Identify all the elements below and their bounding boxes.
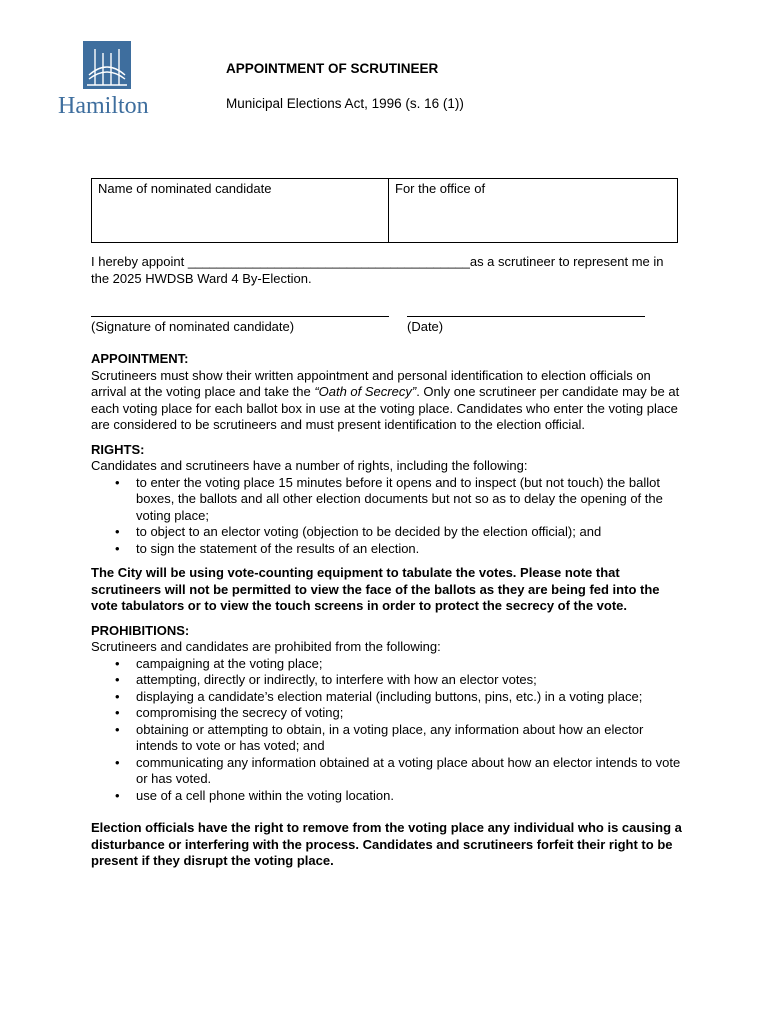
office-label: For the office of <box>395 181 486 196</box>
appointment-heading: APPOINTMENT: <box>91 351 189 366</box>
appointment-prefix: I hereby appoint <box>91 254 188 269</box>
list-item: • to enter the voting place 15 minutes before it opens and to inspect (but not touch) the ballot boxes, the ballots and all other election documents but not so as to delay the opening of the voting place; <box>91 475 683 525</box>
city-wordmark: Hamilton <box>58 93 149 119</box>
closing-notice: Election officials have the right to remove from the voting place any individual who is causing a disturbance or interfering with the process. Candidates and scrutineers forfeit their right to be present if they disrupt the voting place. <box>91 820 682 868</box>
date-line[interactable] <box>407 316 645 317</box>
prohibitions-list <box>91 656 683 805</box>
rights-list <box>91 475 683 558</box>
city-logo <box>58 38 162 124</box>
list-item: • to object to an elector voting (objection to be decided by the election official); and <box>91 524 683 541</box>
candidate-name-field[interactable] <box>92 179 389 242</box>
list-item: • obtaining or attempting to obtain, in a voting place, any information about how an elector intends to vote or has voted; and <box>91 722 683 755</box>
rights-heading: RIGHTS: <box>91 441 145 457</box>
form-body <box>91 351 683 883</box>
signature-row <box>91 303 681 337</box>
candidate-table <box>91 178 678 243</box>
oath-of-secrecy-text: “Oath of Secrecy” <box>314 384 417 399</box>
list-item: • use of a cell phone within the voting location. <box>91 788 683 805</box>
scrutineer-name-blank[interactable]: _______________________________________ <box>187 254 470 269</box>
rights-section <box>91 442 683 558</box>
prohibitions-section <box>91 623 683 805</box>
appointment-text-part: Scrutineers must show their written appointment and personal identification to election officials on arrival at the voting place and take the <box>91 367 651 399</box>
candidate-signature-caption: (Signature of nominated candidate) <box>91 319 295 334</box>
list-item: • attempting, directly or indirectly, to interfere with how an elector votes; <box>91 672 683 689</box>
list-item: • campaigning at the voting place; <box>91 656 683 673</box>
date-caption: (Date) <box>407 319 444 334</box>
form-title: APPOINTMENT OF SCRUTINEER <box>226 61 439 76</box>
candidate-name-label: Name of nominated candidate <box>98 181 272 196</box>
vote-counting-notice: The City will be using vote-counting equipment to tabulate the votes. Please note that scrutineers will not be permitted to view the face of the ballots as they are being fed into the vote tabulators or to view the touch screens in order to protect the secrecy of the vote. <box>91 565 660 613</box>
office-field[interactable] <box>389 179 677 242</box>
list-item: • to sign the statement of the results of an election. <box>91 541 683 558</box>
prohibitions-intro: Scrutineers and candidates are prohibited from the following: <box>91 639 441 654</box>
list-item: • communicating any information obtained at a voting place about how an elector intends to vote or has voted. <box>91 755 683 788</box>
city-emblem-icon <box>83 41 131 89</box>
appointment-text <box>91 368 683 434</box>
appointment-section <box>91 351 683 434</box>
list-item: • displaying a candidate’s election material (including buttons, pins, etc.) in a voting place; <box>91 689 683 706</box>
appointment-statement <box>91 254 681 287</box>
appointment-text-part: . Only one scrutineer per candidate may be at each voting place for each ballot box in use at the voting place. Candidates who enter the voting place are considered to be scrutineers and must present identification to the election official. <box>91 384 680 432</box>
list-item: • compromising the secrecy of voting; <box>91 705 683 722</box>
appointment-suffix: as a scrutineer to represent me in the 2025 HWDSB Ward 4 By-Election. <box>91 254 664 286</box>
candidate-signature-line[interactable] <box>91 316 389 317</box>
prohibitions-heading: PROHIBITIONS: <box>91 622 190 638</box>
rights-intro: Candidates and scrutineers have a number of rights, including the following: <box>91 458 528 473</box>
form-subtitle: Municipal Elections Act, 1996 (s. 16 (1)) <box>226 96 464 111</box>
